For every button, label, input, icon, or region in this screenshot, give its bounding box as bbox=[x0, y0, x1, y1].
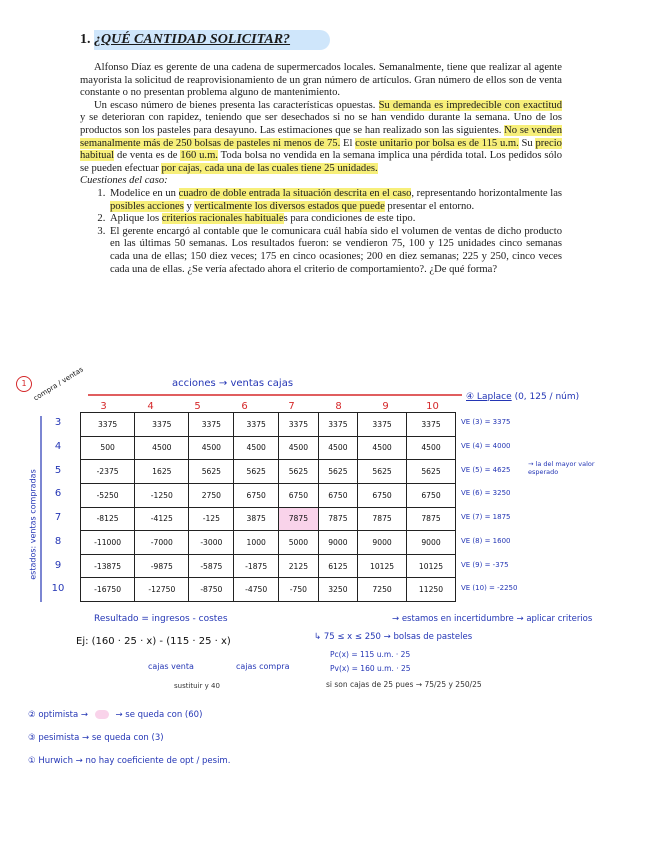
row-header-10: 10 bbox=[51, 583, 65, 595]
table-cell: -16750 bbox=[81, 578, 135, 602]
cajas-note: si son cajas de 25 pues → 75/25 y 250/25 bbox=[326, 680, 482, 689]
paragraph-1: Alfonso Díaz es gerente de una cadena de supermercados locales. Semanalmente, tiene que realizar al agente mayorista la solicitud de reaprovisionamiento de un gran número de artículos. Gran número de ellos son de venta constante o no presentan problema alguno de mantenimiento. bbox=[80, 62, 562, 99]
row-header-3: 3 bbox=[54, 417, 62, 428]
paragraph-2-run-4: El bbox=[340, 137, 356, 149]
table-row bbox=[81, 578, 456, 602]
table-cell: 7875 bbox=[279, 507, 319, 531]
paragraph-2-run-9: 160 u.m. bbox=[180, 150, 218, 162]
table-cell: 7250 bbox=[358, 578, 407, 602]
table-cell: 3875 bbox=[234, 507, 279, 531]
table-cell: 2125 bbox=[279, 554, 319, 578]
table-row bbox=[81, 483, 456, 507]
table-cell: -12750 bbox=[135, 578, 189, 602]
table-cell: 4500 bbox=[189, 436, 234, 460]
cajas-venta-label: cajas venta bbox=[148, 662, 194, 671]
table-cell: 10125 bbox=[358, 554, 407, 578]
blue-bracket bbox=[38, 416, 44, 604]
laplace-rule: (0, 125 / núm) bbox=[514, 392, 580, 402]
col-header-7: 7 bbox=[288, 401, 295, 412]
question-1-run-0: Modelice en un bbox=[110, 187, 179, 199]
table-cell: 3375 bbox=[135, 413, 189, 437]
table-cell: 5000 bbox=[279, 531, 319, 555]
question-1-run-1: cuadro de doble entrada la situación descrita en el caso bbox=[178, 187, 412, 199]
case-text bbox=[80, 62, 562, 276]
table-cell: 5625 bbox=[234, 460, 279, 484]
optimista-label: ② optimista → bbox=[28, 710, 89, 720]
compra-ventas-label: compra / ventas bbox=[32, 365, 85, 403]
paragraph-2-run-2: y se deterioran con rapidez, teniendo que ser desechados si no se han vendido durante la semana. Uno de los productos son los pasteles para desayuno. Las estimaciones que se han realizado son las siguientes. bbox=[80, 112, 562, 136]
pink-swatch bbox=[95, 710, 109, 719]
table-cell: 3375 bbox=[318, 413, 358, 437]
table-row bbox=[81, 531, 456, 555]
table-cell: -1875 bbox=[234, 554, 279, 578]
table-cell: 6750 bbox=[279, 483, 319, 507]
table-cell: 6125 bbox=[318, 554, 358, 578]
col-header-5: 5 bbox=[194, 401, 201, 412]
expected-value-10: VE (10) = -2250 bbox=[461, 584, 518, 593]
question-2-run-0: Aplique los bbox=[110, 213, 162, 225]
table-cell: -5250 bbox=[81, 483, 135, 507]
table-cell: 6750 bbox=[407, 483, 456, 507]
table-cell: 1625 bbox=[135, 460, 189, 484]
question-1-run-2: , representando horizontalmente las bbox=[411, 187, 563, 199]
table-cell: 3375 bbox=[81, 413, 135, 437]
optimista-note bbox=[28, 710, 202, 720]
table-cell: 4500 bbox=[135, 436, 189, 460]
title-number: 1. bbox=[80, 32, 91, 47]
row-header-9: 9 bbox=[54, 559, 62, 571]
paragraph-2-run-6: Su bbox=[518, 137, 536, 149]
question-3: 3. El gerente encargó al contable que le comunicara cuál había sido el volumen de ventas de dicho producto en las últimas 50 semanas. Los resultados fueron: se vendieron 75, 100 y 125 unidades cinco semanas cada una de ellas; 150 diez veces; 175 en cinco ocasiones; 200 en diez semanas; 225 y 250, cinco veces cada una de ellas. ¿Se vería afectado ahora el criterio de comportamiento?. ¿De qué forma? bbox=[108, 226, 562, 276]
table-cell: 2750 bbox=[189, 483, 234, 507]
table-cell: 9000 bbox=[358, 531, 407, 555]
expected-value-5: VE (5) = 4625 bbox=[461, 465, 511, 474]
table-cell: 3375 bbox=[189, 413, 234, 437]
question-2 bbox=[108, 213, 562, 226]
red-underline bbox=[88, 392, 468, 398]
table-cell: 4500 bbox=[407, 436, 456, 460]
table-cell: 5625 bbox=[189, 460, 234, 484]
table-row bbox=[81, 436, 456, 460]
paragraph-2-run-1: Su demanda es impredecible con exactitud bbox=[378, 99, 562, 111]
paragraph-2-run-5: coste unitario por bolsa es de 115 u.m. bbox=[355, 137, 519, 149]
table-cell: 10125 bbox=[407, 554, 456, 578]
hurwicz-note: ① Hurwich → no hay coeficiente de opt / pesim. bbox=[28, 756, 231, 766]
paragraph-2-run-7: precio habitual bbox=[80, 137, 562, 162]
laplace-name: ④ Laplace bbox=[466, 392, 512, 402]
col-header-3: 3 bbox=[100, 401, 107, 412]
table-cell: 3250 bbox=[318, 578, 358, 602]
table-cell: 6750 bbox=[358, 483, 407, 507]
table-cell: -9875 bbox=[135, 554, 189, 578]
table-cell: 3375 bbox=[234, 413, 279, 437]
table-row bbox=[81, 554, 456, 578]
table-row bbox=[81, 413, 456, 437]
table-cell: 1000 bbox=[234, 531, 279, 555]
row-header-7: 7 bbox=[54, 512, 62, 523]
table-cell: 7875 bbox=[318, 507, 358, 531]
table-cell: 7875 bbox=[407, 507, 456, 531]
table-row bbox=[81, 460, 456, 484]
table-cell: 500 bbox=[81, 436, 135, 460]
table-cell: -5875 bbox=[189, 554, 234, 578]
table-cell: -7000 bbox=[135, 531, 189, 555]
table-cell: 4500 bbox=[358, 436, 407, 460]
table-cell: 7875 bbox=[358, 507, 407, 531]
col-header-4: 4 bbox=[147, 401, 154, 412]
col-header-6: 6 bbox=[241, 401, 248, 412]
acciones-label: acciones → ventas cajas bbox=[172, 378, 294, 389]
question-1-run-3: posibles acciones bbox=[110, 200, 184, 212]
table-cell: 6750 bbox=[318, 483, 358, 507]
table-cell: -4125 bbox=[135, 507, 189, 531]
table-cell: -8125 bbox=[81, 507, 135, 531]
paragraph-2-run-3: No se venden semanalmente más de 250 bolsas de pasteles ni menos de 75. bbox=[80, 124, 562, 149]
table-cell: 4500 bbox=[318, 436, 358, 460]
range-note: ↳ 75 ≤ x ≤ 250 → bolsas de pasteles bbox=[314, 632, 473, 642]
table-cell: 4500 bbox=[234, 436, 279, 460]
incertidumbre-note: → estamos en incertidumbre → aplicar criterios bbox=[392, 614, 593, 624]
expected-value-4: VE (4) = 4000 bbox=[461, 441, 511, 450]
payoff-table bbox=[80, 412, 456, 602]
row-header-8: 8 bbox=[54, 535, 62, 547]
table-cell: -4750 bbox=[234, 578, 279, 602]
col-header-9: 9 bbox=[382, 401, 389, 412]
row-header-4: 4 bbox=[54, 440, 62, 452]
question-1-run-5: verticalmente los diversos estados que puede bbox=[194, 200, 385, 212]
result-formula-label: Resultado = ingresos - costes bbox=[94, 614, 228, 624]
sustituir-note: sustituir y 40 bbox=[174, 682, 220, 690]
table-cell: 3375 bbox=[358, 413, 407, 437]
table-cell: -8750 bbox=[189, 578, 234, 602]
questions-list bbox=[80, 188, 562, 276]
cases-heading: Cuestiones del caso: bbox=[80, 175, 168, 187]
row-header-6: 6 bbox=[54, 488, 62, 500]
table-cell: 3375 bbox=[407, 413, 456, 437]
marker-1-icon: 1 bbox=[16, 376, 32, 392]
question-1-run-4: y bbox=[183, 200, 195, 212]
expected-value-6: VE (6) = 3250 bbox=[461, 489, 511, 498]
paragraph-2 bbox=[80, 100, 562, 176]
best-choice-note: → la del mayor valor esperado bbox=[528, 460, 595, 476]
table-cell: -125 bbox=[189, 507, 234, 531]
table-cell: -750 bbox=[279, 578, 319, 602]
paragraph-2-run-0: Un escaso número de bienes presenta las características opuestas. bbox=[94, 99, 379, 111]
paragraph-2-run-10: Toda bolsa no vendida en la semana implica una pérdida total. Los pedidos sólo se pueden efectuar bbox=[80, 150, 562, 174]
result-formula: Ej: (160 · 25 · x) - (115 · 25 · x) bbox=[76, 636, 231, 647]
table-cell: 4500 bbox=[279, 436, 319, 460]
expected-value-7: VE (7) = 1875 bbox=[461, 513, 511, 521]
table-cell: 9000 bbox=[407, 531, 456, 555]
table-cell: -3000 bbox=[189, 531, 234, 555]
question-1-run-6: presentar el entorno. bbox=[384, 200, 475, 212]
pc-note: Pc(x) = 115 u.m. · 25 bbox=[330, 650, 411, 659]
estados-label: estados: ventas compradas bbox=[28, 469, 38, 580]
table-cell: -2375 bbox=[81, 460, 135, 484]
table-cell: 3375 bbox=[279, 413, 319, 437]
question-1 bbox=[108, 188, 562, 213]
paragraph-2-run-8: de venta es de bbox=[114, 150, 181, 162]
table-cell: 5625 bbox=[279, 460, 319, 484]
row-header-5: 5 bbox=[54, 464, 62, 476]
question-2-run-1: criterios racionales habituale bbox=[161, 213, 284, 225]
pv-note: Pv(x) = 160 u.m. · 25 bbox=[330, 664, 411, 673]
paragraph-2-run-11: por cajas, cada una de las cuales tiene 25 unidades. bbox=[161, 162, 378, 174]
expected-value-9: VE (9) = -375 bbox=[461, 560, 509, 569]
table-cell: 5625 bbox=[318, 460, 358, 484]
col-header-8: 8 bbox=[335, 401, 342, 412]
laplace-label bbox=[466, 392, 579, 402]
expected-value-3: VE (3) = 3375 bbox=[461, 418, 511, 426]
cajas-compra-label: cajas compra bbox=[236, 662, 290, 671]
table-cell: -11000 bbox=[81, 531, 135, 555]
table-cell: 5625 bbox=[358, 460, 407, 484]
page-title bbox=[80, 30, 330, 50]
table-cell: -13875 bbox=[81, 554, 135, 578]
col-header-10: 10 bbox=[426, 401, 439, 412]
question-2-run-2: s para condiciones de este tipo. bbox=[283, 213, 416, 225]
table-cell: 9000 bbox=[318, 531, 358, 555]
table-row bbox=[81, 507, 456, 531]
title-text: ¿QUÉ CANTIDAD SOLICITAR? bbox=[94, 32, 291, 47]
table-cell: 11250 bbox=[407, 578, 456, 602]
table-cell: 6750 bbox=[234, 483, 279, 507]
table-cell: 5625 bbox=[407, 460, 456, 484]
optimista-result: → se queda con (60) bbox=[115, 710, 203, 720]
pesimista-note: ③ pesimista → se queda con (3) bbox=[28, 733, 164, 743]
table-cell: -1250 bbox=[135, 483, 189, 507]
expected-value-8: VE (8) = 1600 bbox=[461, 536, 511, 545]
